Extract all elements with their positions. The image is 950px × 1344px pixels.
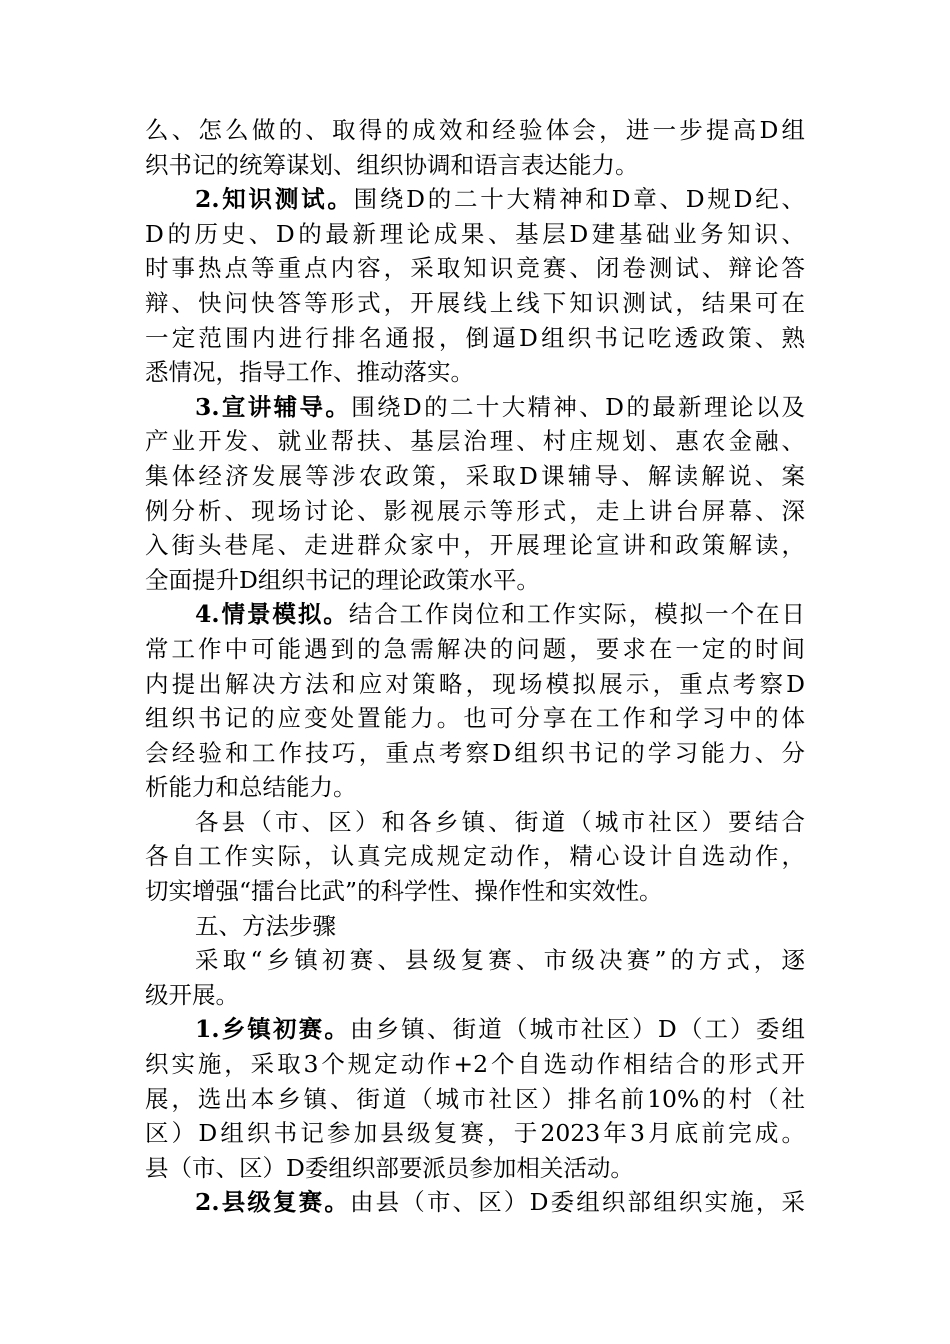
text-span: 结合工作岗位和工作实际，模拟一个在日	[348, 600, 805, 629]
paragraph-heading: 2.知识测试。	[195, 185, 354, 214]
text-line: 析能力和总结能力。	[145, 773, 357, 802]
paragraph-county-requirements	[145, 805, 805, 909]
text-line: 组织书记的应变处置能力。也可分享在工作和学习中的体	[145, 704, 805, 733]
text-line: 时事热点等重点内容，采取知识竞赛、闭卷测试、辩论答	[145, 254, 805, 283]
text-line: 采取“乡镇初赛、县级复赛、市级决赛”的方式，逐	[195, 946, 805, 975]
text-line	[145, 1185, 805, 1220]
text-span: 围绕D的二十大精神和D章、D规D纪、	[353, 185, 805, 214]
paragraph-continuation	[145, 113, 805, 182]
paragraph-county-semifinal	[145, 1185, 805, 1220]
text-line: 各自工作实际，认真完成规定动作，精心设计自选动作，	[145, 842, 805, 871]
text-span: 由县（市、区）D委组织部组织实施，采	[349, 1188, 805, 1217]
paragraph-heading: 2.县级复赛。	[195, 1188, 350, 1217]
text-line: 一定范围内进行排名通报，倒逼D组织书记吃透政策、熟	[145, 323, 805, 352]
paragraph-knowledge-test	[145, 182, 805, 390]
text-line: 内提出解决方法和应对策略，现场模拟展示，重点考察D	[145, 669, 805, 698]
section-heading-methods	[145, 909, 805, 944]
text-line: D的历史、D的最新理论成果、基层D建基础业务知识、	[145, 219, 805, 248]
text-line: 么、怎么做的、取得的成效和经验体会，进一步提高D组	[145, 116, 805, 144]
text-line: 切实增强“擂台比武”的科学性、操作性和实效性。	[145, 877, 663, 906]
text-line: 例分析、现场讨论、影视展示等形式，走上讲台屏幕、深	[145, 496, 805, 525]
text-line: 集体经济发展等涉农政策，采取D课辅导、解读解说、案	[145, 461, 805, 490]
text-span: 围绕D的二十大精神、D的最新理论以及	[351, 392, 805, 421]
text-line: 产业开发、就业帮扶、基层治理、村庄规划、惠农金融、	[145, 427, 805, 456]
text-line	[145, 182, 805, 217]
text-line	[145, 1012, 805, 1047]
paragraph-scenario-simulation	[145, 597, 805, 805]
text-line: 县（市、区）D委组织部要派员参加相关活动。	[145, 1153, 634, 1182]
text-line: 会经验和工作技巧，重点考察D组织书记的学习能力、分	[145, 738, 805, 767]
text-line: 织实施，采取3个规定动作+2个自选动作相结合的形式开	[145, 1050, 805, 1079]
text-line	[145, 597, 805, 632]
text-line: 辩、快问快答等形式，开展线上线下知识测试，结果可在	[145, 288, 805, 317]
paragraph-heading: 4.情景模拟。	[195, 600, 349, 629]
text-line: 级开展。	[145, 980, 239, 1009]
paragraph-heading: 1.乡镇初赛。	[195, 1015, 350, 1044]
text-line: 织书记的统筹谋划、组织协调和语言表达能力。	[145, 150, 639, 179]
text-line: 悉情况，指导工作、推动落实。	[145, 358, 474, 387]
text-line: 各县（市、区）和各乡镇、街道（城市社区）要结合	[195, 807, 805, 836]
section-title: 五、方法步骤	[195, 911, 336, 940]
text-line: 全面提升D组织书记的理论政策水平。	[145, 565, 540, 594]
paragraph-method-intro	[145, 943, 805, 1012]
text-line: 展，选出本乡镇、街道（城市社区）排名前10%的村（社	[145, 1084, 805, 1113]
text-span: 由乡镇、街道（城市社区）D（工）委组	[349, 1015, 805, 1044]
text-line: 区）D组织书记参加县级复赛，于2023年3月底前完成。	[145, 1119, 805, 1148]
paragraph-lecture-guidance	[145, 390, 805, 598]
text-line: 常工作中可能遇到的急需解决的问题，要求在一定的时间	[145, 634, 805, 663]
paragraph-township-preliminary	[145, 1012, 805, 1185]
text-line: 入街头巷尾、走进群众家中，开展理论宣讲和政策解读，	[145, 531, 805, 560]
text-line	[145, 390, 805, 425]
paragraph-heading: 3.宣讲辅导。	[195, 392, 352, 421]
